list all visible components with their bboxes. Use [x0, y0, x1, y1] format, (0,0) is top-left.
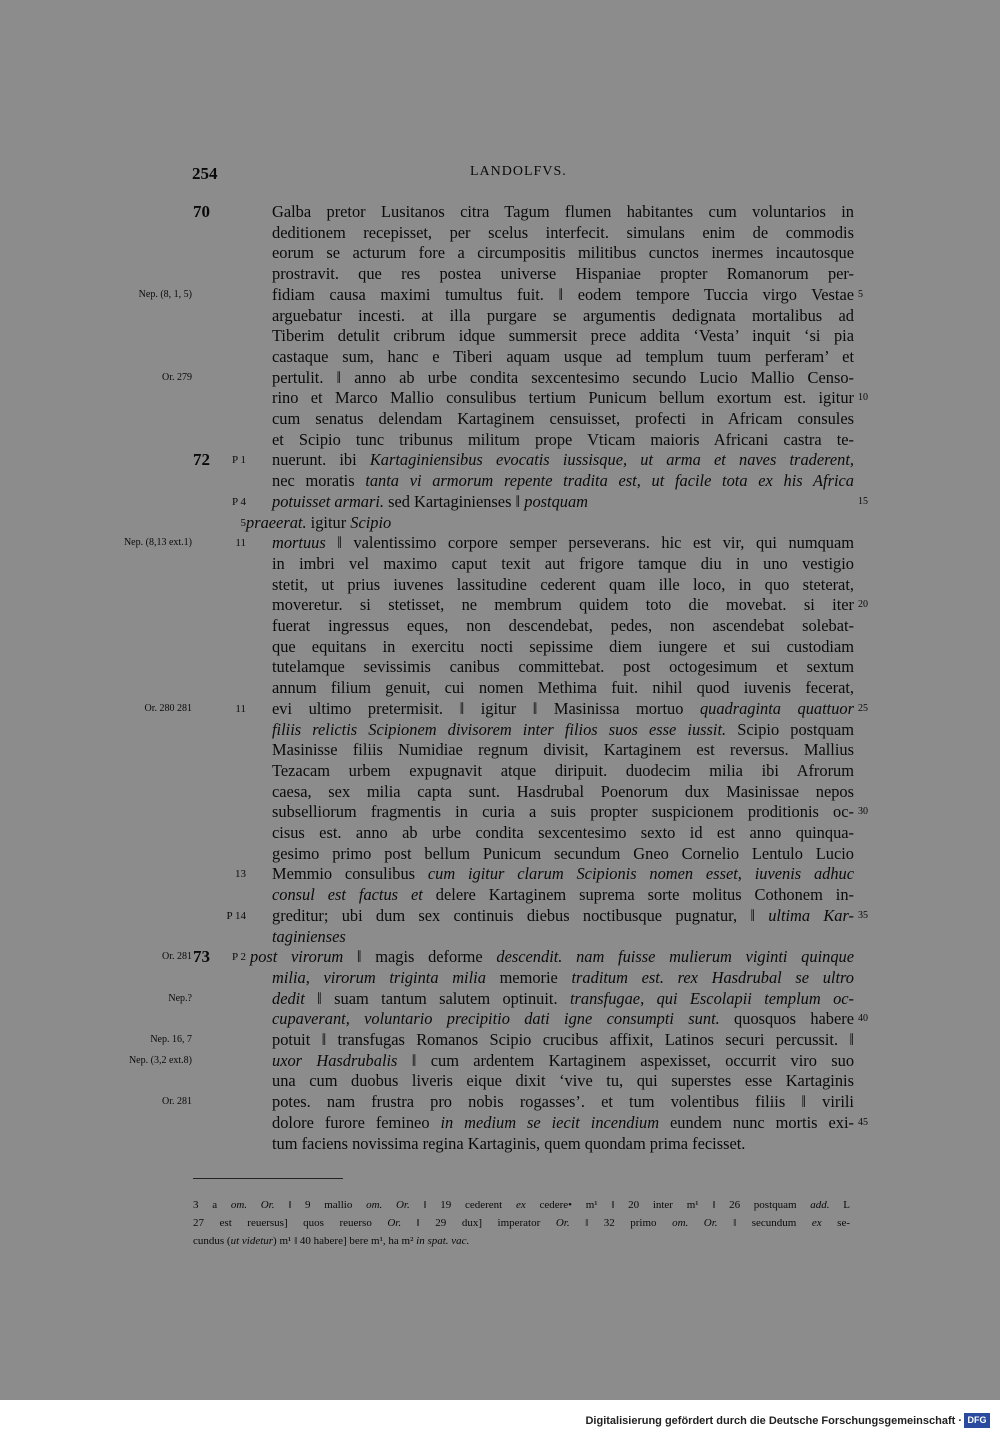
text-line: subselliorum fragmentis in curia a suis propter suspicionem proditionis oc-	[272, 802, 854, 822]
text-line: Tezacam urbem expugnavit atque diripuit. duodecim milia ibi Afrorum	[272, 760, 854, 780]
italic-segment: potuisset armari.	[272, 491, 385, 511]
source-reference: Or. 280 281	[144, 702, 192, 714]
text-line: Memmio consulibus cum igitur clarum Scipionis nomen esset, iuvenis adhuc	[272, 864, 854, 884]
text-line: cupaverant, voluntario precipitio dati igne consumpti sunt. quosquos habere	[272, 1009, 854, 1029]
dfg-logo: DFG	[964, 1413, 990, 1428]
source-reference: Or. 279	[162, 371, 192, 383]
italic-segment: om. Or.	[366, 1199, 410, 1211]
footnote-line: cundus (ut videtur) m¹ ‖ 40 habere] bere m¹, ha m² in spat. vac.	[193, 1235, 470, 1247]
line-number: 10	[858, 392, 868, 404]
text-line: eorum se acturum fore a circumpositis militibus cunctos inermes incautosque	[272, 243, 854, 263]
source-reference: Nep. (8, 1, 5)	[138, 288, 192, 300]
text-line: stetit, ut prius iuvenes lassitudine cederent quam ille loco, in quo steterat,	[272, 574, 854, 594]
text-line: rino et Marco Mallio consulibus tertium Punicum bellum exortum est. igitur	[272, 388, 854, 408]
italic-segment: ex	[515, 1199, 526, 1211]
line-number: 5	[858, 288, 863, 300]
italic-segment: quadraginta quattuor	[699, 698, 854, 718]
footnote-line: 3 a om. Or. ‖ 9 mallio om. Or. ‖ 19 cederent ex cedere• m¹ ‖ 20 inter m¹ ‖ 26 postquam add. L	[193, 1199, 850, 1211]
page-reference: 11	[235, 537, 246, 550]
source-reference: Nep. (8,13 ext.1)	[123, 537, 192, 549]
page-reference: P 2	[232, 951, 246, 964]
footnote-line: 27 est reuersus] quos reuerso Or. ‖ 29 dux] imperator Or. ‖ 32 primo om. Or. ‖ secundum ex se-	[193, 1217, 850, 1229]
page-number: 254	[192, 164, 218, 183]
text-line: Tiberim detulit cribrum idque summersit prece addita ‘Vesta’ inquit ‘si pia	[272, 326, 854, 346]
line-number: 15	[858, 495, 868, 507]
funding-note: Digitalisierung gefördert durch die Deutsche Forschungsgemeinschaft ·	[585, 1415, 962, 1427]
italic-segment: cum igitur clarum Scipionis nomen esset, iuvenis adhuc	[427, 864, 854, 884]
text-line: nec moratis tanta vi armorum repente tradita est, ut facile tota ex his Africa	[272, 471, 854, 491]
text-line: dolore furore femineo in medium se iecit incendium eundem nunc mortis exi-	[272, 1112, 854, 1132]
text-line: tutelamque sevissimis canibus committebat. post octogesimum et sextum	[272, 657, 854, 677]
text-line: potes. nam frustra pro nobis rogasses’. et tum volentibus filiis ‖ virili	[272, 1092, 854, 1112]
footnote-rule	[193, 1178, 343, 1179]
text-line: Galba pretor Lusitanos citra Tagum flumen habitantes cum voluntarios in	[272, 202, 854, 221]
text-line: prostravit. que res postea universe Hispaniae propter Romanorum per-	[272, 264, 854, 284]
italic-segment: in spat. vac.	[416, 1235, 470, 1247]
text-line: dedit ‖ suam tantum salutem optinuit. transfugae, qui Escolapii templum oc-	[272, 988, 855, 1008]
line-number: 40	[858, 1013, 868, 1025]
text-line: et Scipio tunc tribunus militum prope Vticam maioris Africani castra te-	[272, 429, 854, 449]
source-reference: Nep.?	[168, 992, 192, 1004]
text-line: cum senatus delendam Kartaginem censuisset, profecti in Africam consules	[272, 409, 854, 428]
text-line: praeerat. igitur Scipio	[246, 512, 392, 532]
italic-segment: consul est factus et	[272, 885, 423, 905]
italic-segment: cupaverant, voluntario precipitio dati igne consumpti sunt.	[272, 1009, 720, 1029]
text-line: tum faciens novissima regina Kartaginis, quem quondam prima fecisset.	[272, 1133, 746, 1153]
text-line: filiis relictis Scipionem divisorem inter filios suos esse iussit. Scipio postquam	[272, 719, 854, 739]
text-line: Masinisse filiis Numidiae regnum divisit, Kartaginem est reversus. Mallius	[272, 740, 854, 760]
page-reference: 13	[235, 868, 246, 881]
text-line: arguebatur incesti. at illa purgare se argumentis dedignata mortalibus ad	[272, 305, 854, 325]
page-reference: P 14	[226, 909, 246, 922]
running-title: LANDOLFVS.	[470, 164, 567, 179]
line-number: 25	[858, 702, 868, 714]
italic-segment: uxor Hasdrubalis	[272, 1050, 398, 1070]
text-line: uxor Hasdrubalis ‖ cum ardentem Kartaginem aspexisset, occurrit viro suo	[272, 1050, 855, 1070]
text-line: pertulit. ‖ anno ab urbe condita sexcentesimo secundo Lucio Mallio Censo-	[272, 367, 854, 387]
text-line: annum filium genuit, cui nomen Methima fuit. nihil quod iuvenis fecerat,	[272, 678, 854, 698]
italic-segment: om. Or.	[230, 1199, 275, 1211]
italic-segment: traditum est. rex Hasdrubal se ultro	[571, 967, 854, 987]
text-line: potuisset armari. sed Kartaginienses ‖ postquam	[272, 491, 589, 511]
text-line: cisus est. anno ab urbe condita sexcentesimo sexto id est anno quinqua-	[272, 823, 854, 842]
italic-segment: in medium se iecit incendium	[440, 1112, 660, 1132]
text-line: in imbri vel maximo caput texit aut frigore tamque diu in uno vestigio	[272, 553, 854, 573]
footer-bar	[0, 1400, 1000, 1434]
page-reference: P 1	[232, 454, 246, 467]
text-line: caesa, sex milia capta sunt. Hasdrubal Poenorum dux Masinissae nepos	[272, 781, 854, 801]
text-line	[272, 927, 854, 948]
italic-segment: milia, virorum triginta milia	[272, 967, 486, 987]
chapter-number: 73	[193, 947, 210, 967]
line-number: 30	[858, 806, 868, 818]
italic-segment: mortuus	[272, 533, 326, 553]
italic-segment: ut videtur	[230, 1235, 274, 1247]
text-line: greditur; ubi dum sex continuis diebus noctibusque pugnatur, ‖ ultima Kar-	[272, 905, 854, 925]
italic-segment: Or.	[555, 1217, 570, 1229]
text-line: una cum duobus liveris eique dixit ‘vive tu, qui superstes esse Kartaginis	[272, 1071, 854, 1091]
italic-segment: filiis relictis Scipionem divisorem inter filios suos esse iussit.	[272, 719, 727, 739]
text-line: nuerunt. ibi Kartaginiensibus evocatis iussisque, ut arma et naves traderent,	[272, 450, 854, 470]
italic-segment: postquam	[524, 491, 589, 511]
text-line: potuit ‖ transfugas Romanos Scipio crucibus affixit, Latinos securi percussit. ‖	[272, 1030, 854, 1049]
text-line: moveretur. si stetisset, ne membrum quidem toto die movebat. si iter	[272, 595, 854, 615]
italic-segment: post virorum	[250, 947, 344, 967]
chapter-number: 70	[193, 202, 210, 221]
italic-segment: tanta vi armorum repente tradita est, ut facile tota ex his Africa	[365, 471, 854, 491]
italic-segment: Scipio	[350, 512, 392, 532]
text-line: que equitans in exercitu nocti sepissime diem iungere et sui custodiam	[272, 636, 854, 656]
italic-segment: descendit. nam fuisse mulierum viginti quinque	[496, 947, 854, 967]
page-reference: 11	[235, 702, 246, 715]
source-reference: Nep. (3,2 ext.8)	[128, 1054, 192, 1066]
chapter-number: 72	[193, 450, 210, 470]
text-line: fuerat ingressus eques, non descendebat, pedes, non ascendebat solebat-	[272, 616, 854, 635]
line-number: 45	[858, 1116, 868, 1128]
italic-segment: ex	[811, 1217, 822, 1229]
source-reference: Or. 281	[162, 951, 192, 963]
italic-segment: transfugae, qui Escolapii templum oc-	[569, 988, 855, 1008]
italic-segment: add.	[810, 1199, 830, 1211]
text-line: fidiam causa maximi tumultus fuit. ‖ eodem tempore Tuccia virgo Vestae	[272, 284, 854, 304]
text-line: milia, virorum triginta milia memorie traditum est. rex Hasdrubal se ultro	[272, 967, 854, 987]
line-number: 35	[858, 909, 868, 921]
page-reference: 5	[240, 516, 246, 529]
italic-segment: taginienses	[272, 926, 346, 946]
italic-segment: ultima Kar-	[768, 905, 854, 925]
line-number: 20	[858, 599, 868, 611]
text-line: castaque sum, hanc e Tiberi aquam usque ad templum tuum perferam’ et	[272, 346, 854, 366]
text-line: evi ultimo pretermisit. ‖ igitur ‖ Masinissa mortuo quadraginta quattuor	[272, 698, 854, 718]
italic-segment: Kartaginiensibus evocatis iussisque, ut arma et naves traderent,	[369, 450, 854, 470]
text-line: deditionem recepisset, per scelus interfecit. simulans enim de commodis	[272, 222, 854, 242]
italic-segment: Or.	[387, 1217, 402, 1229]
italic-segment: dedit	[272, 988, 305, 1008]
text-line: consul est factus et delere Kartaginem suprema sorte molitus Cothonem in-	[272, 885, 854, 905]
text-line: gesimo primo post bellum Punicum secundum Gneo Cornelio Lentulo Lucio	[272, 843, 854, 863]
source-reference: Or. 281	[162, 1096, 192, 1108]
italic-segment: praeerat.	[246, 512, 307, 532]
source-reference: Nep. 16, 7	[150, 1034, 192, 1045]
italic-segment: om. Or.	[672, 1217, 718, 1229]
page-reference: P 4	[232, 495, 246, 508]
text-line: mortuus ‖ valentissimo corpore semper perseverans. hic est vir, qui numquam	[272, 533, 854, 553]
text-line: post virorum ‖ magis deforme descendit. nam fuisse mulierum viginti quinque	[250, 947, 854, 967]
